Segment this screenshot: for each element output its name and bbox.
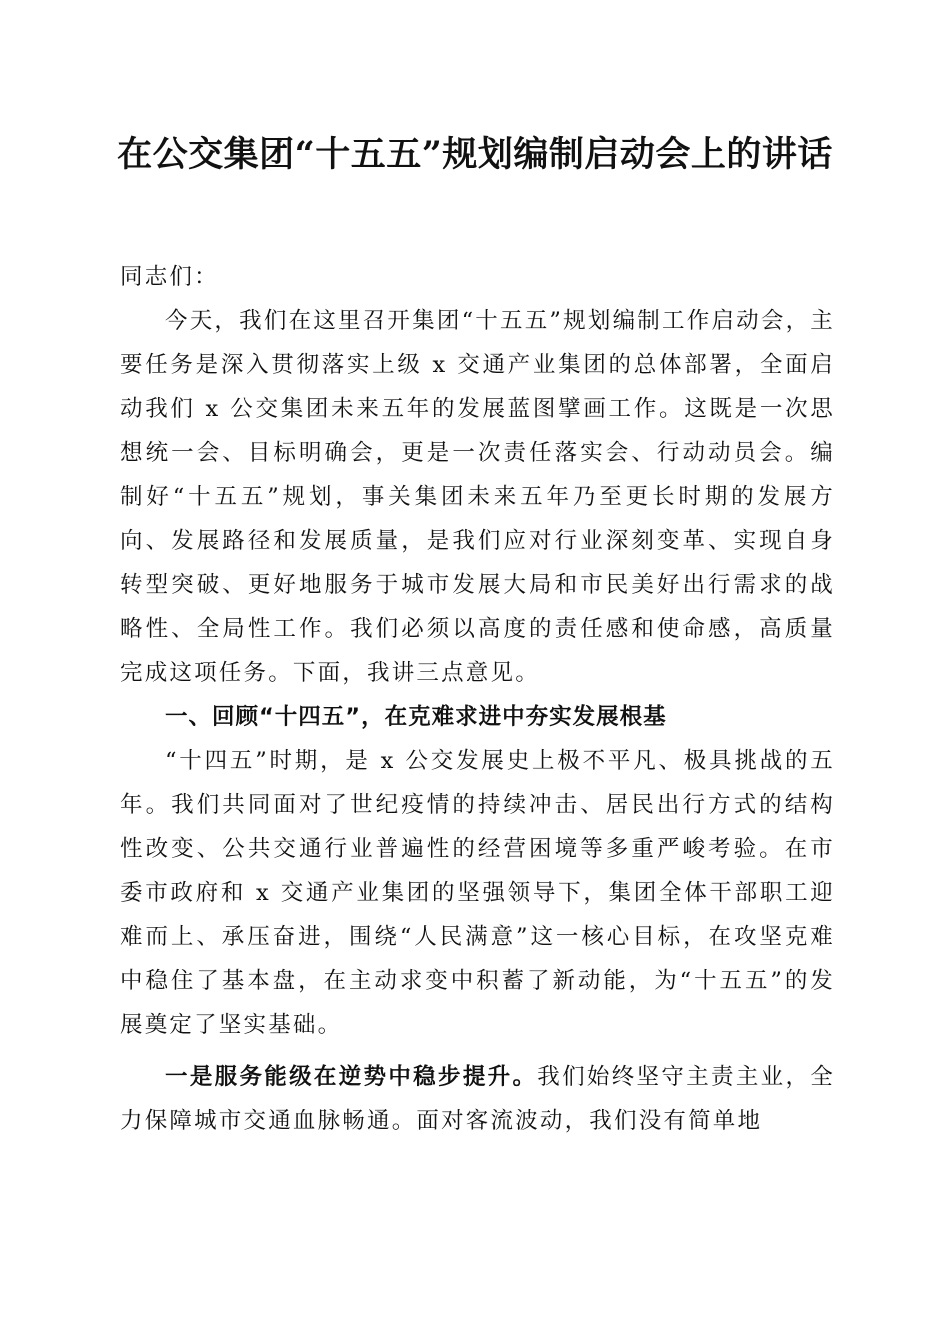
section-heading-1: 一、回顾“十四五”，在克难求进中夯实发展根基: [165, 704, 667, 730]
section-1-paragraph: “十四五”时期，是 x 公交发展史上极不平凡、极具挑战的五年。我们共同面对了世纪疫情的持续冲击、居民出行方式的结构性改变、公共交通行业普遍性的经营困境等多重严峻考验。在市委市政府和 x 交通产业集团的坚强领导下，集团全体干部职工迎难而上、承压奋进，围绕“人民满意”这一核心目标，在攻坚克难中稳住了基本盘，在主动求变中积蓄了新动能，为“十五五”的发展奠定了坚实基础。: [120, 748, 835, 1038]
point-1-text: 我们始终坚守主责主业，全力保障城市交通血脉畅通。面对客流波动，我们没有简单地: [120, 1064, 835, 1134]
salutation: 同志们：: [120, 264, 219, 290]
point-1-lead: 一是服务能级在逆势中稳步提升。: [165, 1064, 538, 1090]
point-1-paragraph: [120, 1055, 835, 1143]
document-body: [120, 255, 835, 1143]
intro-paragraph: 今天，我们在这里召开集团“十五五”规划编制工作启动会，主要任务是深入贯彻落实上级 x 交通产业集团的总体部署，全面启动我们 x 公交集团未来五年的发展蓝图擘画工作。这既是一次思想统一会、目标明确会，更是一次责任落实会、行动动员会。编制好“十五五”规划，事关集团未来五年乃至更长时期的发展方向、发展路径和发展质量，是我们应对行业深刻变革、实现自身转型突破、更好地服务于城市发展大局和市民美好出行需求的战略性、全局性工作。我们必须以高度的责任感和使命感，高质量完成这项任务。下面，我讲三点意见。: [120, 308, 835, 686]
document-title: 在公交集团“十五五”规划编制启动会上的讲话: [117, 134, 833, 175]
